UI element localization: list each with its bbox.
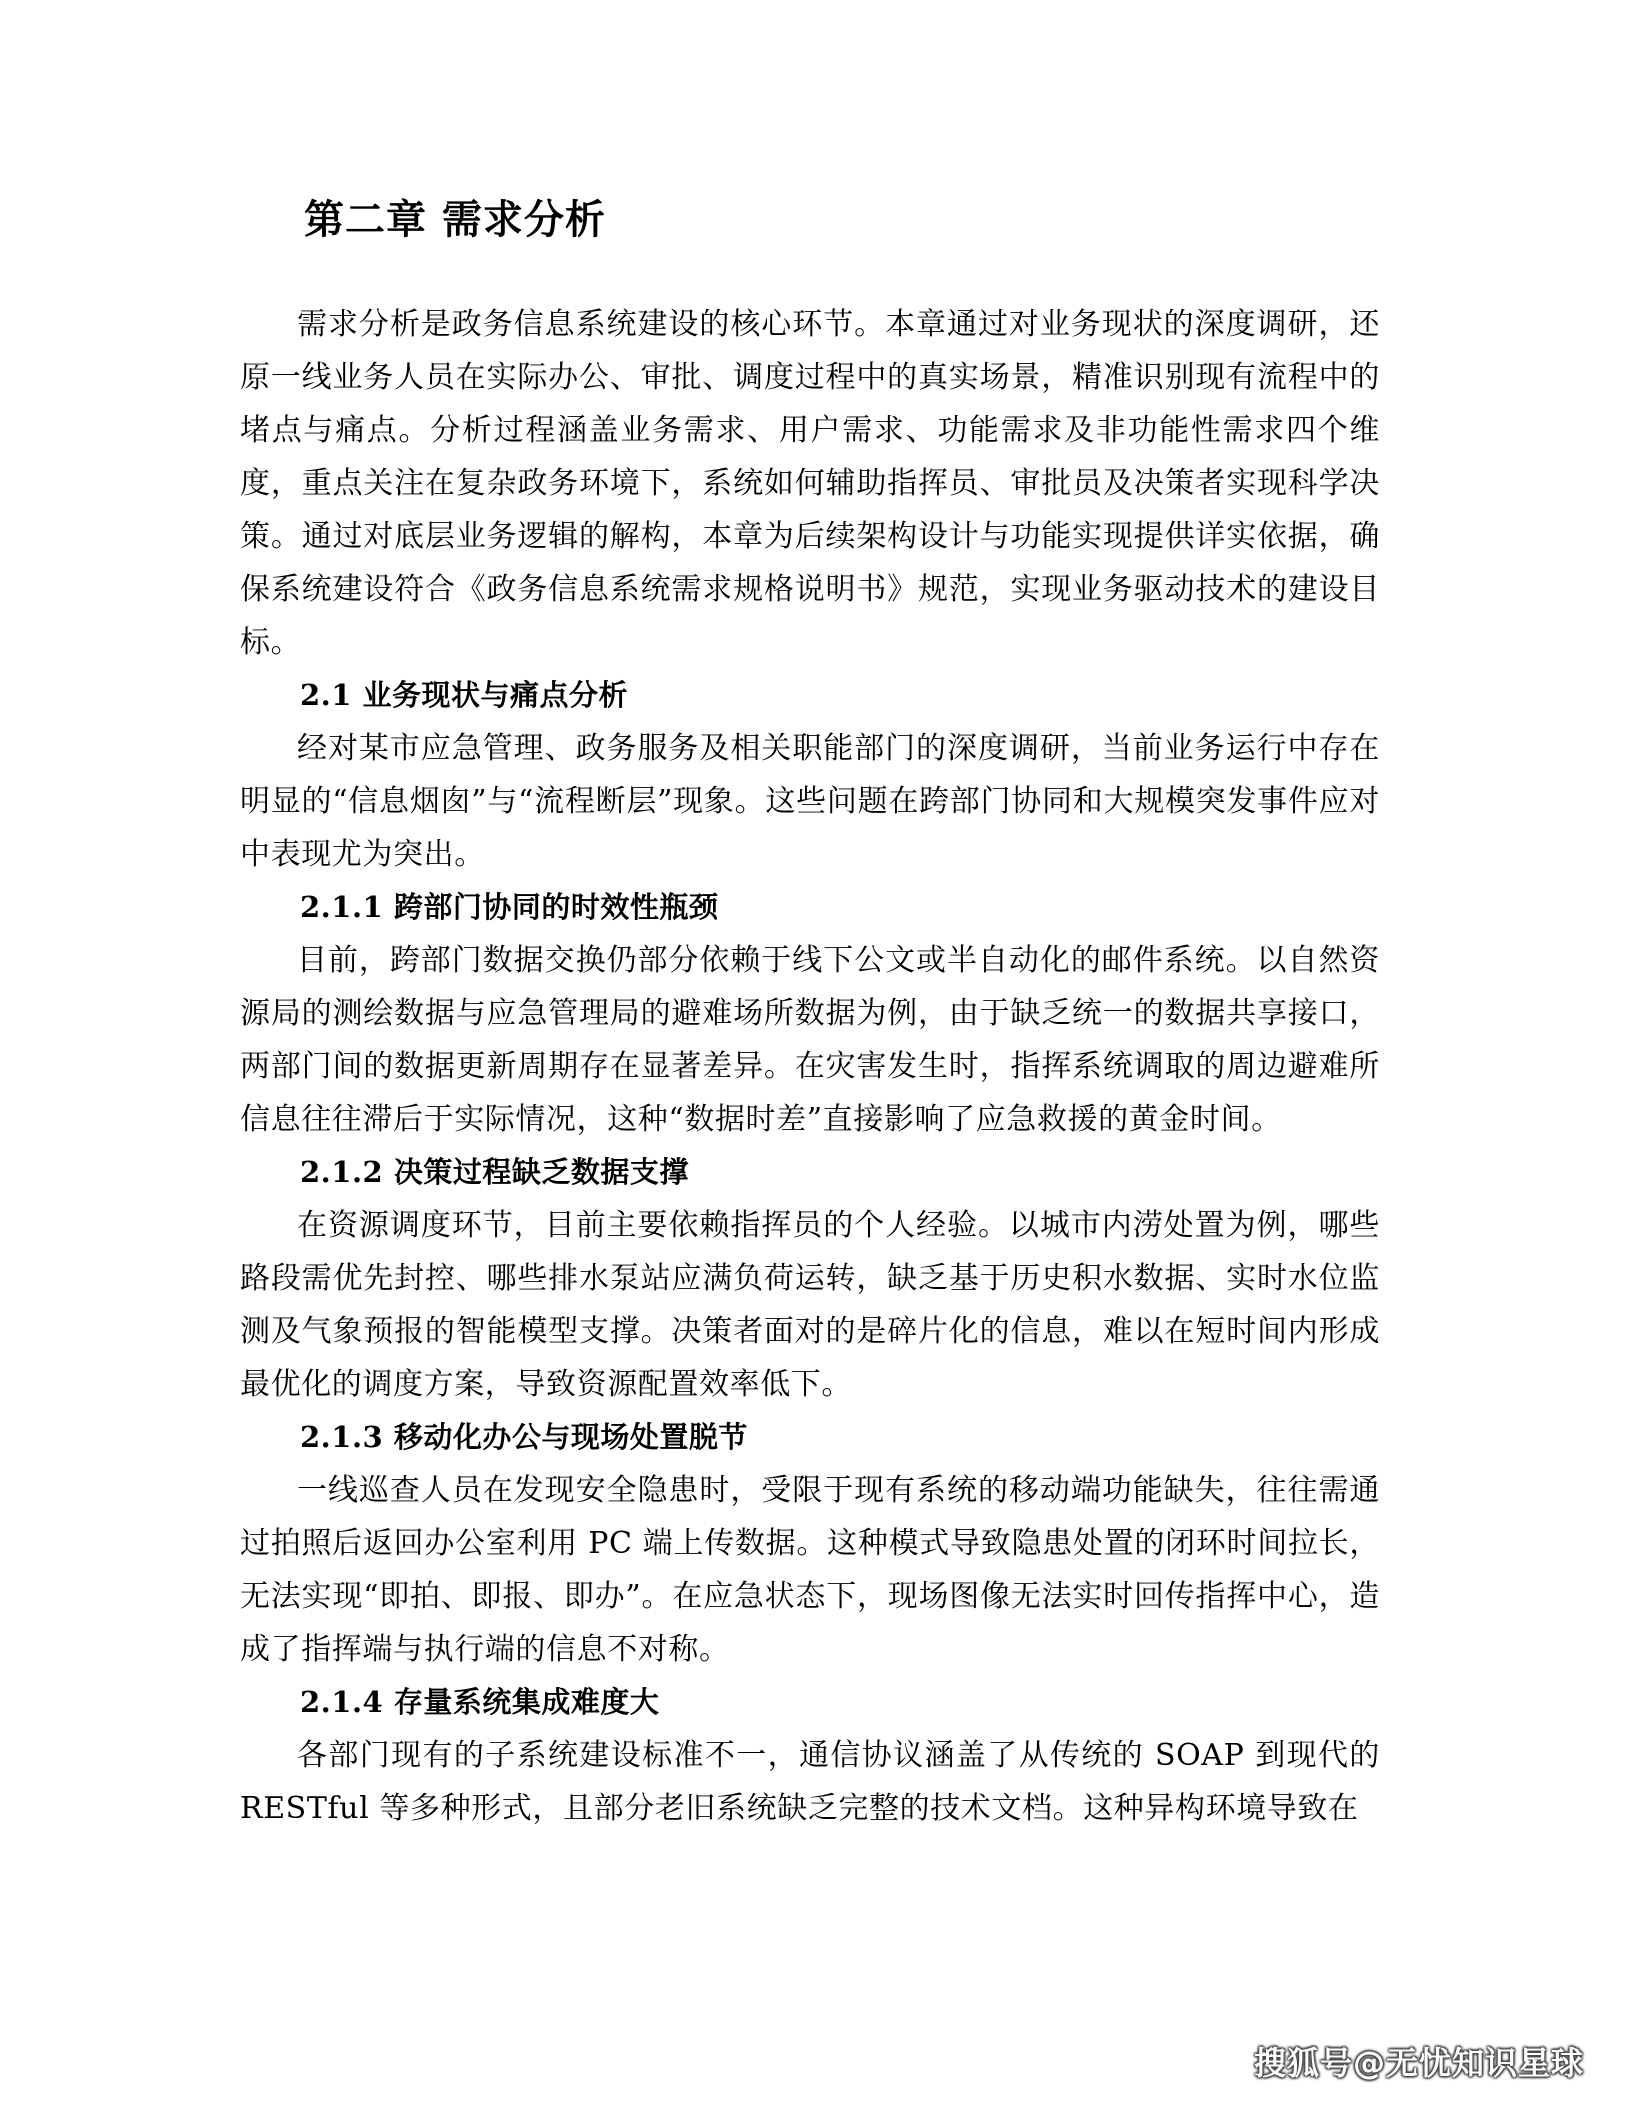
section-paragraph-2-1-4: 各部门现有的子系统建设标准不一，通信协议涵盖了从传统的 SOAP 到现代的 RESTful 等多种形式，且部分老旧系统缺乏完整的技术文档。这种异构环境导致在 (240, 1738, 1380, 1826)
section-heading-2-1-4: 2.1.4 存量系统集成难度大 (300, 1685, 660, 1719)
section-heading-2-1-2: 2.1.2 决策过程缺乏数据支撑 (300, 1155, 689, 1189)
section-heading-2-1-3: 2.1.3 移动化办公与现场处置脱节 (300, 1420, 748, 1454)
section-heading-2-1: 2.1 业务现状与痛点分析 (300, 678, 629, 712)
section-paragraph-2-1-1: 目前，跨部门数据交换仍部分依赖于线下公文或半自动化的邮件系统。以自然资源局的测绘数据与应急管理局的避难场所数据为例，由于缺乏统一的数据共享接口，两部门间的数据更新周期存在显著差异。在灾害发生时，指挥系统调取的周边避难所信息往往滞后于实际情况，这种“数据时差”直接影响了应急救援的黄金时间。 (240, 943, 1380, 1137)
chapter-title: 第二章 需求分析 (304, 197, 606, 243)
document-body (240, 298, 1380, 1835)
watermark: 搜狐号@无忧知识星球 (1253, 2044, 1584, 2082)
section-heading-2-1-1: 2.1.1 跨部门协同的时效性瓶颈 (300, 890, 719, 924)
section-paragraph-2-1-2: 在资源调度环节，目前主要依赖指挥员的个人经验。以城市内涝处置为例，哪些路段需优先封控、哪些排水泵站应满负荷运转，缺乏基于历史积水数据、实时水位监测及气象预报的智能模型支撑。决策者面对的是碎片化的信息，难以在短时间内形成最优化的调度方案，导致资源配置效率低下。 (240, 1208, 1380, 1402)
section-paragraph-2-1: 经对某市应急管理、政务服务及相关职能部门的深度调研，当前业务运行中存在明显的“信息烟囱”与“流程断层”现象。这些问题在跨部门协同和大规模突发事件应对中表现尤为突出。 (240, 731, 1380, 872)
intro-paragraph: 需求分析是政务信息系统建设的核心环节。本章通过对业务现状的深度调研，还原一线业务人员在实际办公、审批、调度过程中的真实场景，精准识别现有流程中的堵点与痛点。分析过程涵盖业务需求、用户需求、功能需求及非功能性需求四个维度，重点关注在复杂政务环境下，系统如何辅助指挥员、审批员及决策者实现科学决策。通过对底层业务逻辑的解构，本章为后续架构设计与功能实现提供详实依据，确保系统建设符合《政务信息系统需求规格说明书》规范，实现业务驱动技术的建设目标。 (240, 307, 1380, 660)
section-paragraph-2-1-3: 一线巡查人员在发现安全隐患时，受限于现有系统的移动端功能缺失，往往需通过拍照后返回办公室利用 PC 端上传数据。这种模式导致隐患处置的闭环时间拉长，无法实现“即拍、即报、即办”。在应急状态下，现场图像无法实时回传指挥中心，造成了指挥端与执行端的信息不对称。 (240, 1473, 1380, 1667)
